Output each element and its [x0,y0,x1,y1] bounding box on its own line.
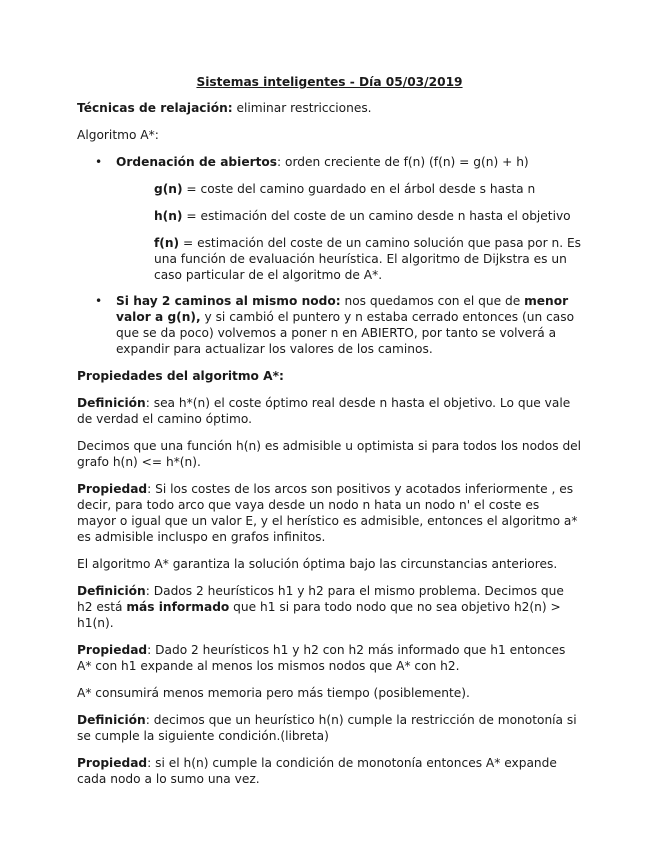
paragraph: Definición: sea h*(n) el coste óptimo real desde n hasta el objetivo. Lo que vale de verdad el camino óptimo. [77,396,571,426]
algorithm-heading: Algoritmo A*: [77,128,159,142]
bullet-icon: • [95,294,103,308]
paragraph: Propiedad: Si los costes de los arcos son positivos y acotados inferiormente , es decir, para todo arco que vaya desde un nodo n hata un nodo n' el coste es mayor o igual que un valor E, y el herístico es admisible, entonces el algoritmo a* es admisible incluspo en grafos infinitos. [77,482,578,544]
page-title: Sistemas inteligentes - Día 05/03/2019 [196,75,463,89]
paragraph: Definición: Dados 2 heurísticos h1 y h2 para el mismo problema. Decimos que h2 está más informado que h1 si para todo nodo que no sea objetivo h2(n) > h1(n). [77,584,564,630]
term-label: Técnicas de relajación: [77,101,233,115]
definition-h: h(n) = estimación del coste de un camino desde n hasta el objetivo [154,209,571,223]
paragraph: Definición: decimos que un heurístico h(n) cumple la restricción de monotonía si se cumple la siguiente condición.(libreta) [77,713,577,743]
paragraph: Propiedad: Dado 2 heurísticos h1 y h2 con h2 más informado que h1 entonces A* con h1 expande al menos los mismos nodos que A* con h2. [77,643,566,673]
list-item: • Ordenación de abiertos: orden creciente de f(n) (f(n) = g(n) + h) [95,155,529,169]
list-item: • Si hay 2 caminos al mismo nodo: nos quedamos con el que de menor valor a g(n), y si cambió el puntero y n estaba cerrado entonces (un caso que se da poco) volvemos a poner n en ABIERTO, por tanto se volverá a expandir para actualizar los valores de los caminos. [95,294,575,356]
paragraph: Propiedad: si el h(n) cumple la condición de monotonía entonces A* expande cada nodo a lo sumo una vez. [77,756,557,786]
bullet-list [77,293,582,357]
paragraph: Decimos que una función h(n) es admisible u optimista si para todos los nodos del grafo h(n) <= h*(n). [77,439,582,469]
paragraph: El algoritmo A* garantiza la solución óptima bajo las circunstancias anteriores. [77,557,558,571]
properties-heading: Propiedades del algoritmo A*: [77,369,284,383]
definition-g: g(n) = coste del camino guardado en el árbol desde s hasta n [154,182,536,196]
paragraph: A* consumirá menos memoria pero más tiempo (posiblemente). [77,686,470,700]
bullet-icon: • [95,155,103,169]
bullet-list [77,154,582,170]
definition-f: f(n) = estimación del coste de un camino solución que pasa por n. Es una función de evaluación heurística. El algoritmo de Dijkstra es un caso particular de el algoritmo de A*. [154,236,582,282]
document-page [77,74,582,798]
relaxation-paragraph: Técnicas de relajación: eliminar restricciones. [77,101,372,115]
